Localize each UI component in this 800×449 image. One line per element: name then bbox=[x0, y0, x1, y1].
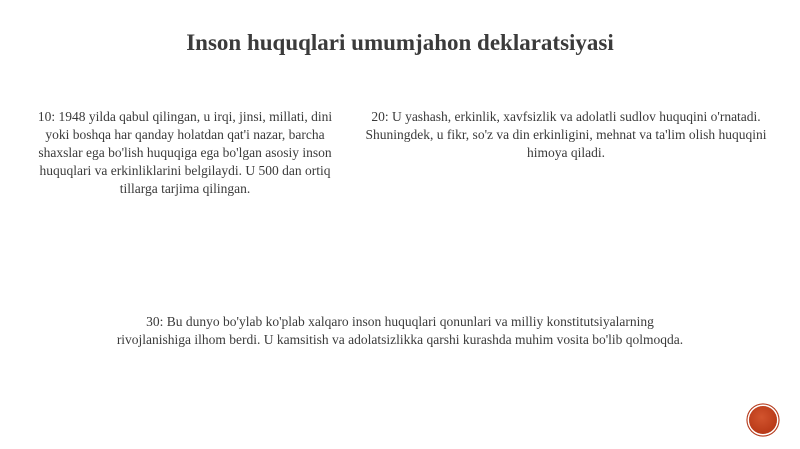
text-block-10: 10: 1948 yilda qabul qilingan, u irqi, jinsi, millati, dini yoki boshqa har qanday holatdan qat'i nazar, barcha shaxslar ega bo'lish huquqiga ega bo'lgan asosiy inson huquqlari va erkinliklarini belgilaydi. U 500 dan ortiq tillarga tarjima qilingan. bbox=[37, 109, 333, 196]
slide-title: Inson huquqlari umumjahon deklaratsiyasi bbox=[186, 30, 614, 55]
text-block-20: 20: U yashash, erkinlik, xavfsizlik va adolatli sudlov huquqini o'rnatadi. Shuningdek, u fikr, so'z va din erkinligini, mehnat va ta'lim olish huquqini himoya qiladi. bbox=[365, 109, 767, 160]
next-slide-button[interactable] bbox=[749, 406, 777, 434]
text-block-30: 30: Bu dunyo bo'ylab ko'plab xalqaro inson huquqlari qonunlari va milliy konstitutsiyalarning rivojlanishiga ilhom berdi. U kamsitish va adolatsizlikka qarshi kurashda muhim vosita bo'lib qolmoqda. bbox=[116, 314, 684, 347]
